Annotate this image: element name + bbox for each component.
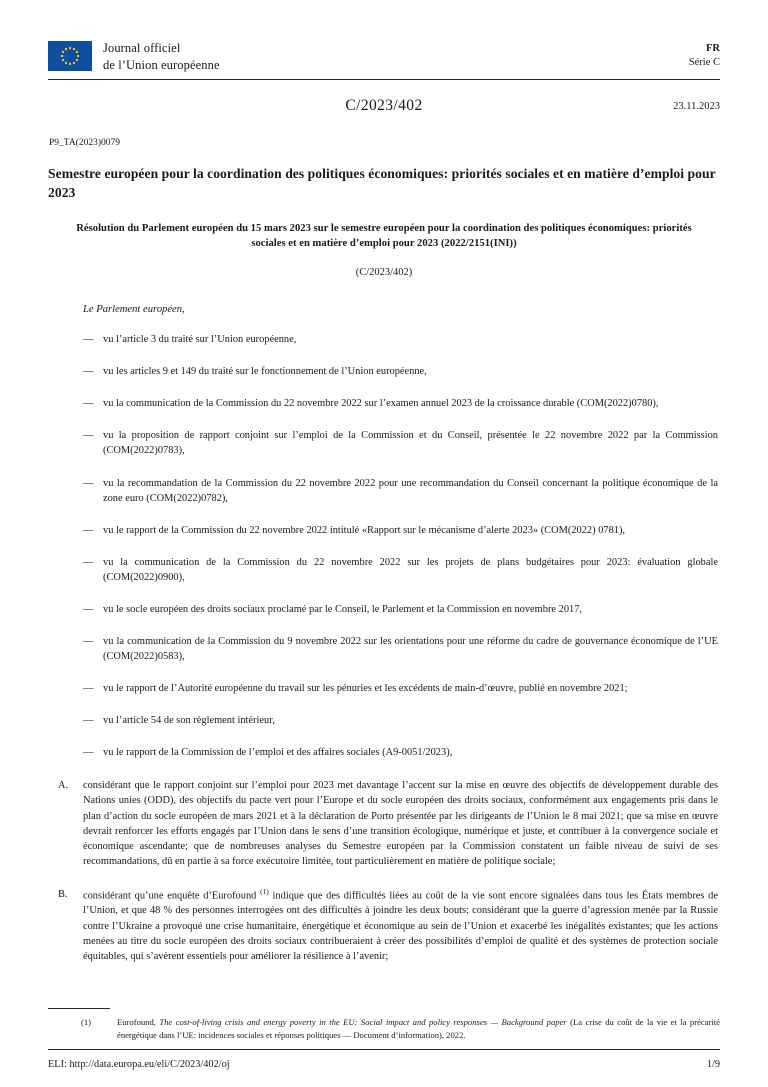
masthead-right [689,38,720,71]
footer-divider [48,1049,720,1050]
citation-text: vu la communication de la Commission du 22 novembre 2022 sur les projets de plans budgétaires pour 2023: évaluation globale (COM(2022)0900), [103,556,718,583]
citation-dash: — [83,366,94,378]
citation-text: vu l’article 3 du traité sur l’Union européenne, [103,334,297,346]
footnote-text-part2: (La crise du coût de la vie et la précarité énergétique dans l’UE: incidences sociales et réponses politiques — Document d’information), 2022. [117,1017,720,1040]
recital-letter: A. [58,780,69,792]
footnote-text-part1: Eurofound, [117,1017,160,1028]
header-divider [48,79,720,80]
masthead-title-line2: de l’Union européenne [103,57,220,72]
footnote-reference[interactable]: (1) [260,886,269,896]
citation-dash: — [83,683,94,695]
page-footer [48,1059,720,1070]
citation-dash: — [83,430,94,442]
citation-dash: — [83,477,94,489]
citation-dash: — [83,747,94,759]
recital-letter: B. [58,888,68,900]
series-label: Série C [688,57,720,69]
masthead-title [103,38,220,74]
reference-id: P9_TA(2023)0079 [49,137,121,148]
recital-item [58,778,718,868]
footnote-divider [48,1008,110,1009]
citation-text: vu l’article 54 de son règlement intérieur, [103,715,275,727]
citation-item [83,681,718,696]
document-code: C/2023/402 [345,96,423,114]
citation-text: vu les articles 9 et 149 du traité sur le fonctionnement de l’Union européenne, [103,366,427,378]
citation-dash: — [83,524,94,536]
citation-text: vu la recommandation de la Commission du 22 novembre 2022 pour une recommandation du Conseil concernant la politique économique de la zone euro (COM(2022)0782), [103,477,718,504]
citation-text: vu la communication de la Commission du 9 novembre 2022 sur les orientations pour une réforme du cadre de gouvernance économique de l’UE (COM(2022)0583), [103,636,718,663]
citation-text: vu le rapport de la Commission de l’emploi et des affaires sociales (A9-0051/2023), [103,747,453,759]
citation-item [83,634,718,664]
masthead [48,0,720,74]
footnote-area [48,1008,720,1041]
citation-item [83,332,718,347]
masthead-left [48,38,220,74]
citation-text: vu le socle européen des droits sociaux proclamé par le Conseil, le Parlement et la Commission en novembre 2017, [103,603,582,615]
eu-flag-icon [48,41,92,71]
citation-dash: — [83,636,94,648]
page-number: 1/9 [706,1059,720,1070]
citation-item [83,523,718,538]
citation-text: vu la proposition de rapport conjoint sur l’emploi de la Commission et du Conseil, présentée le 22 novembre 2022 par la Commission (COM(2022)0783), [103,430,718,457]
citation-dash: — [83,603,94,615]
recital-text: considérant que le rapport conjoint sur l’emploi pour 2023 met davantage l’accent sur la mise en œuvre des objectifs de développement durable des Nations unies (ODD), des objectifs du pacte vert pour l’Europe et du socle européen des droits sociaux, conformément aux engagements pris dans le plan d’action du socle européen de mars 2021 et à la déclaration de Porto présentée par les dirigeants de l’Union le 8 mai 2021; que sa mise en œuvre devrait renforcer les efforts engagés par l’Union dans le sens d’une transition écologique, numérique et juste, et contribuer à la convergence sociale et économique ascendante; que de nombreuses analyses du Semestre européen par la Commission constatent un faible niveau de suivi de ses recommandations, dû en partie à sa force exécutoire limitée, tout particulièrement en matière de politique sociale; [83,780,718,867]
document-line [48,94,720,128]
intro-line: Le Parlement européen, [83,304,185,316]
citation-text: vu le rapport de la Commission du 22 novembre 2022 intitulé «Rapport sur le mécanisme d’alerte 2023» (COM(2022) 0781), [103,524,626,536]
document-date: 23.11.2023 [673,100,720,112]
eu-flag-stars [48,41,92,71]
citation-text: vu la communication de la Commission du 22 novembre 2022 sur l’examen annuel 2023 de la croissance durable (COM(2022)0780), [103,398,659,410]
footnote-text-italic: The cost-of-living crisis and energy poverty in the EU: Social impact and policy responses — Background paper [159,1017,567,1028]
document-body [48,304,720,964]
footnote-marker: (1) [81,1017,92,1028]
recital-item [58,887,718,964]
citation-item [83,602,718,617]
citation-text: vu le rapport de l’Autorité européenne du travail sur les pénuries et les excédents de main-d’œuvre, publié en novembre 2021; [103,683,628,695]
citation-item [83,476,718,506]
citation-item [83,713,718,728]
citation-item [83,745,718,760]
footnote-text [117,1016,720,1041]
citation-dash: — [83,334,94,346]
recitals-list [48,778,720,963]
language-code: FR [706,43,720,54]
citation-dash: — [83,398,94,410]
citation-dash: — [83,715,94,727]
recital-text-before-marker: considérant qu’une enquête d’Eurofound [83,890,261,902]
citation-item [83,396,718,411]
eli-link[interactable]: ELI: http://data.europa.eu/eli/C/2023/402/oj [48,1059,230,1070]
citation-item [83,428,718,458]
citation-dash: — [83,556,94,568]
page-title: Semestre européen pour la coordination des politiques économiques: priorités sociales et en matière d’emploi pour 2023 [48,165,716,200]
citation-item [83,555,718,585]
footnote-item [81,1016,720,1041]
document-subtitle: Résolution du Parlement européen du 15 mars 2023 sur le semestre européen pour la coordination des politiques économiques: priorités sociales et en matière d’emploi pour 2023 (2022/2151(INI)) [76,223,692,250]
masthead-title-line1: Journal officiel [103,41,181,55]
citations-list [48,332,720,760]
recital-text-after-marker: indique que des difficultés liées au coût de la vie sont encore signalées dans tous les États membres de l’Union, et que 48 % des personnes interrogées ont des difficultés à joindre les deux bouts; considérant que la guerre d’agression menée par la Russie contre l’Ukraine a provoqué une crise humanitaire, énergétique et économique au sein de l’Union et exacerbé les inégalités existantes; que les actions menées au titre du socle européen des droits sociaux contribueraient à créer des possibilités d’emploi de qualité et des systèmes de protection sociale équitables, qui s’avèrent essentiels pour améliorer la résilience à l’avenir; [83,890,718,962]
document-subcode: (C/2023/402) [355,267,413,279]
citation-item [83,364,718,379]
recital-text [83,887,718,964]
